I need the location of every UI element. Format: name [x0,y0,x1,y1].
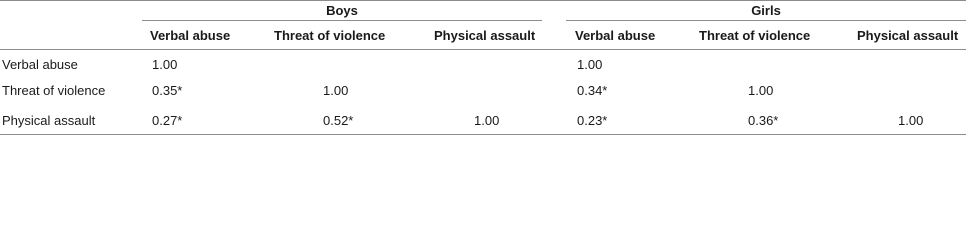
table-cell: 0.23* [577,113,608,128]
row-label-physical-assault: Physical assault [2,113,96,128]
top-rule [0,0,966,1]
header-rule [0,49,966,50]
table-cell: 1.00 [748,83,774,98]
table-cell: 1.00 [577,57,603,72]
table-cell: 0.52* [323,113,354,128]
col-header-girls-physical-assault: Physical assault [857,28,959,43]
table-cell: 0.34* [577,83,608,98]
col-header-girls-threat-of-violence: Threat of violence [699,28,811,43]
table-cell: 1.00 [474,113,500,128]
col-header-boys-verbal-abuse: Verbal abuse [150,28,231,43]
col-header-girls-verbal-abuse: Verbal abuse [575,28,656,43]
group-header-boys: Boys [326,3,358,18]
table-cell: 1.00 [898,113,924,128]
bottom-rule [0,134,966,135]
col-header-boys-threat-of-violence: Threat of violence [274,28,386,43]
table-cell: 0.36* [748,113,779,128]
group-rule-boys [142,20,542,21]
group-rule-girls [566,20,966,21]
col-header-boys-physical-assault: Physical assault [434,28,536,43]
table-cell: 1.00 [152,57,178,72]
group-header-girls: Girls [751,3,781,18]
table-cell: 0.35* [152,83,183,98]
table-cell: 1.00 [323,83,349,98]
row-label-threat-of-violence: Threat of violence [2,83,106,98]
row-label-verbal-abuse: Verbal abuse [2,57,78,72]
table-cell: 0.27* [152,113,183,128]
